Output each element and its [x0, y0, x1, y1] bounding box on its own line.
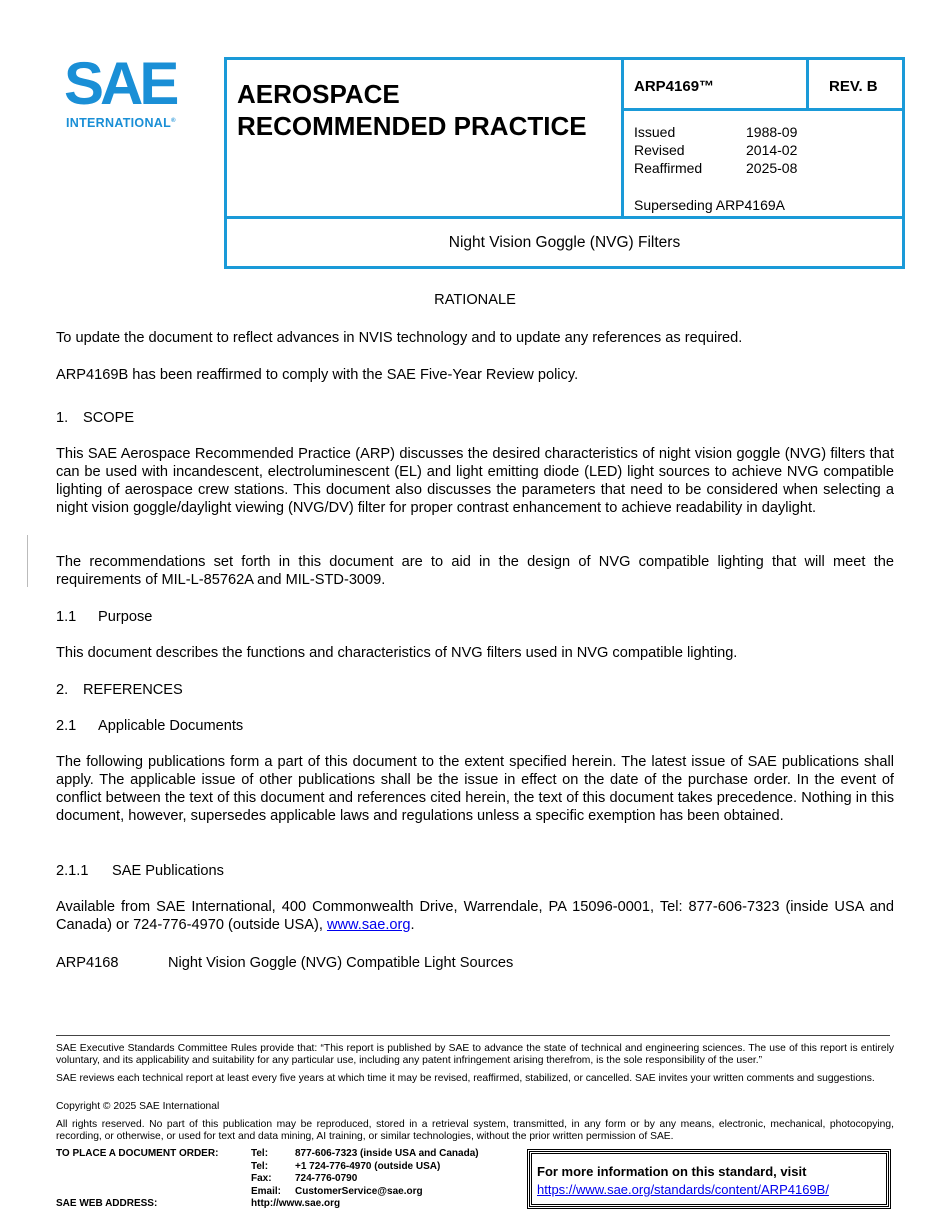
rights-paragraph: All rights reserved. No part of this publication may be reproduced, stored in a retrieval system, transmitted, in any form or by any means, electronic, mechanical, photocopying, recording, or otherwise, or used for text and data mining, AI training, or similar technologies, without the prior written permission of SAE. [56, 1119, 894, 1143]
scope-paragraph-2: The recommendations set forth in this document are to aid in the design of NVG compatible lighting that will meet the requirements of MIL-L-85762A and MIL-STD-3009. [56, 554, 894, 588]
copyright: Copyright © 2025 SAE International [56, 1101, 220, 1112]
section-2-heading: 2. REFERENCES [56, 682, 183, 698]
rationale-paragraph-1: To update the document to reflect advances in NVIS technology and to update any references as required. [56, 330, 743, 346]
logo-letters: SAE [64, 50, 176, 117]
reference-entry: ARP4168 Night Vision Goggle (NVG) Compatible Light Sources [56, 955, 514, 971]
dates-cell [624, 111, 902, 219]
more-info-title: For more information on this standard, visit [537, 1164, 807, 1179]
document-type-title: AEROSPACE RECOMMENDED PRACTICE [237, 79, 587, 141]
section-1-1-heading: 1.1 Purpose [56, 609, 153, 625]
doc-number-cell [624, 60, 809, 111]
more-info-box [527, 1149, 891, 1209]
section-2-1-heading: 2.1 Applicable Documents [56, 718, 244, 734]
sae-website-link[interactable]: www.sae.org [326, 917, 411, 933]
rationale-heading: RATIONALE [434, 292, 516, 308]
scope-paragraph-1: This SAE Aerospace Recommended Practice (ARP) discusses the desired characteristics of night vision goggle (NVG) filters that can be used with incandescent, electroluminescent (EL) and light emitting diode (LED) light sources to achieve NVG compatible lighting of aerospace crew stations. This document also discusses the parameters that need to be considered when selecting a night vision goggle/daylight viewing (NVG/DV) filter for proper contrast enhancement to achieve readability in daylight. [56, 446, 894, 516]
document-title: Night Vision Goggle (NVG) Filters [448, 233, 681, 251]
standard-link[interactable]: https://www.sae.org/standards/content/ARP4169B/ [537, 1182, 829, 1197]
footer-rules-paragraph: SAE Executive Standards Committee Rules provide that: “This report is published by SAE to advance the state of technical and engineering sciences. The use of this report is entirely voluntary, and its applicability and suitability for any particular use, including any patent infringement arising therefrom, is the sole responsibility of the user.” [56, 1043, 894, 1067]
applicable-documents-paragraph: The following publications form a part of this document to the extent specified herein. The latest issue of SAE publications shall apply. The applicable issue of other publications shall be the issue in effect on the date of the purchase order. In the event of conflict between the text of this document and references cited herein, the text of this document takes precedence. Nothing in this document, however, supersedes applicable laws and regulations unless a specific exemption has been obtained. [56, 754, 894, 824]
section-1-heading: 1. SCOPE [56, 410, 135, 426]
web-address-label: SAE WEB ADDRESS: [56, 1198, 158, 1209]
date-row-revised: Revised 2014-02 [634, 142, 798, 158]
sae-logo [64, 52, 194, 132]
superseding-note: Superseding ARP4169A [634, 197, 785, 213]
rationale-paragraph-2: ARP4169B has been reaffirmed to comply with the SAE Five-Year Review policy. [56, 367, 579, 383]
footer-rule [56, 1035, 890, 1036]
revision: REV. B [829, 78, 878, 95]
order-label: TO PLACE A DOCUMENT ORDER: [56, 1148, 219, 1159]
change-bar [27, 535, 28, 587]
header-box [224, 57, 905, 269]
web-address[interactable]: http://www.sae.org [251, 1198, 341, 1209]
dates-list [634, 123, 797, 177]
logo-subtitle: INTERNATIONAL® [66, 116, 176, 130]
title-cell [227, 60, 624, 219]
footer-review-paragraph: SAE reviews each technical report at least every five years at which time it may be revised, reaffirmed, stabilized, or cancelled. SAE invites your written comments and suggestions. [56, 1073, 875, 1084]
contact-list: Tel: 877-606-7323 (inside USA and Canada) Tel: +1 724-776-4970 (outside USA) Fax: 724-776-0790 Email: CustomerService@sae.org http://www.sae.org [251, 1148, 479, 1209]
date-row-issued: Issued 1988-09 [634, 124, 798, 140]
purpose-paragraph: This document describes the functions and characteristics of NVG filters used in NVG compatible lighting. [56, 645, 738, 661]
sae-publications-paragraph: Available from SAE International, 400 Commonwealth Drive, Warrendale, PA 15096-0001, Tel: 877-606-7323 (inside USA and Canada) or 724-776-4970 (outside USA), www.sae.org. [56, 899, 894, 933]
revision-cell [809, 60, 902, 111]
section-2-1-1-heading: 2.1.1 SAE Publications [56, 863, 224, 879]
doc-number: ARP4169™ [634, 78, 715, 95]
date-row-reaffirmed: Reaffirmed 2025-08 [634, 160, 798, 176]
